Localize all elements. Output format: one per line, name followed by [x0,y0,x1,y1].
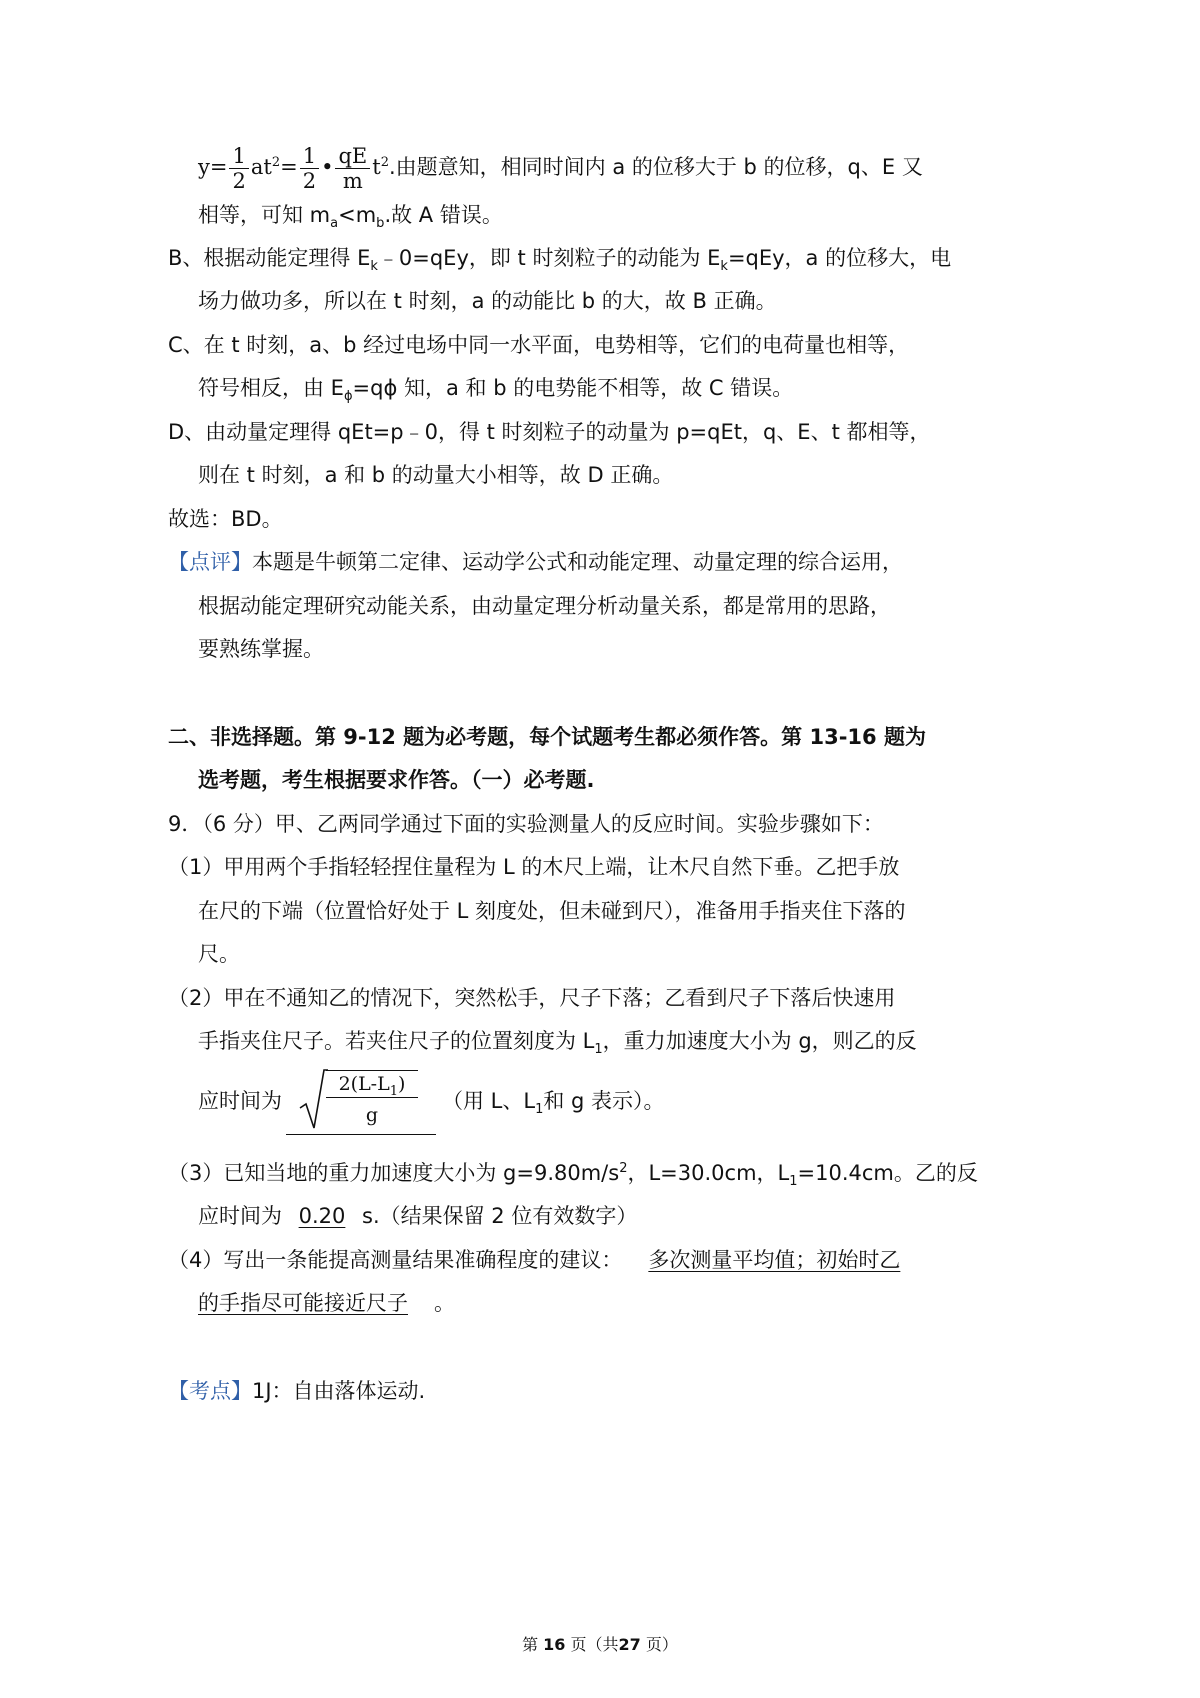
section-heading-line-1 [168,722,926,752]
subscript: a [330,216,339,232]
review-line-3 [198,634,324,664]
text: 1J：自由落体运动. [252,1379,426,1403]
page-number: 16 [543,1635,566,1654]
text: C、在 t 时刻，a、b 经过电场中同一水平面，电势相等，它们的电荷量也相等， [168,333,910,357]
text: （4）写出一条能提高测量结果准确程度的建议： [168,1248,623,1272]
text: 应时间为 [198,1089,282,1113]
answer-3-value: 0.20 [298,1204,346,1228]
text: ，重力加速度大小为 g，则乙的反 [602,1029,917,1053]
text: 则在 t 时刻，a 和 b 的动量大小相等，故 D 正确。 [198,463,674,487]
q9-part2-line-3 [198,1086,282,1116]
section-heading-line-2 [198,765,594,795]
subscript: 1 [594,1042,603,1058]
q9-part1-line-1 [168,852,899,882]
frac-num: qE [335,144,370,169]
text: =qEy，a 的位移大，电 [727,246,952,270]
q9-part2-line-3b [442,1086,665,1116]
frac-den: 2 [232,168,246,193]
text: 场力做功多，所以在 t 时刻，a 的动能比 b 的大，故 B 正确。 [198,289,777,313]
text: D、由动量定理得 qEt=p﹣0，得 t 时刻粒子的动量为 p=qEt，q、E、t 都相等， [168,420,931,444]
q9-part4-line-1 [168,1245,900,1275]
text: =10.4cm。乙的反 [797,1161,978,1185]
subscript: ϕ [343,389,353,405]
text: .故 A 错误。 [384,203,503,227]
text: 和 g 表示）。 [543,1089,665,1113]
eq-at: at [250,155,272,179]
q9-part4-line-2 [198,1288,455,1318]
review-tag: 【点评】 [168,550,252,574]
text: 选考题，考生根据要求作答。（一）必考题. [198,768,595,792]
q9-part1-line-2 [198,896,906,926]
text: 9．（6 分）甲、乙两同学通过下面的实验测量人的反应时间。实验步骤如下： [168,812,884,836]
line-text: .由题意知，相同时间内 a 的位移大于 b 的位移，q、E 又 [388,155,923,179]
option-b-line-1 [168,243,951,273]
kaodian-tag: 【考点】 [168,1379,252,1403]
option-d-line-1 [168,417,931,447]
text: （用 L、L [442,1089,536,1113]
final-choice [168,504,283,534]
answer-4-part-1: 多次测量平均值；初始时乙 [648,1248,901,1272]
total-pages: 27 [618,1635,641,1654]
text: ) [398,1073,406,1095]
text: 相等，可知 m [198,203,331,227]
text: 页） [645,1635,678,1654]
q9-part2-line-2 [198,1026,917,1056]
sqrt-numerator [326,1070,418,1098]
text: 本题是牛顿第二定律、运动学公式和动能定理、动量定理的综合运用， [252,550,903,574]
frac-den: m [342,168,363,193]
text: 手指夹住尺子。若夹住尺子的位置刻度为 L [198,1029,595,1053]
sqrt-icon [298,1068,328,1132]
superscript: 2 [619,1161,628,1176]
fraction-qe-m [335,144,370,193]
text: 二、非选择题。第 9-12 题为必考题，每个试题考生都必须作答。第 13-16 题为 [168,725,926,749]
text: （1）甲用两个手指轻轻捏住量程为 L 的木尺上端，让木尺自然下垂。乙把手放 [168,855,900,879]
text: 要熟练掌握。 [198,637,324,661]
frac-num: 1 [229,144,248,169]
text: 。 [434,1291,455,1315]
answer-sqrt-blank [286,1068,436,1140]
q9-part2-line-1 [168,983,895,1013]
subscript: b [376,216,385,232]
exp: 2 [380,155,389,170]
q9-part1-line-3 [198,939,240,969]
subscript: 1 [389,1083,398,1099]
subscript: 1 [789,1174,798,1190]
subscript: k [370,259,378,275]
text: 第 [522,1635,539,1654]
text: 尺。 [198,942,240,966]
text: ，L=30.0cm，L [627,1161,790,1185]
kaodian-line [168,1376,425,1406]
text: <m [338,203,377,227]
eq-t: t [372,155,381,179]
text: 应时间为 [198,1204,282,1228]
eq-equals: = [280,155,298,179]
text: =qϕ 知，a 和 b 的电势能不相等，故 C 错误。 [352,376,794,400]
subscript: 1 [535,1102,544,1118]
page-footer [0,1632,1200,1655]
answer-underline [286,1134,436,1135]
text: 2(L-L [338,1073,390,1095]
eq-dot: • [321,155,334,179]
q9-part3-line-1 [168,1158,978,1188]
subscript: k [720,259,728,275]
formula-line [198,142,923,192]
frac-num: 1 [300,144,319,169]
review-line-2 [198,591,891,621]
sqrt-denominator: g [365,1104,379,1126]
text: （3）已知当地的重力加速度大小为 g=9.80m/s [168,1161,620,1185]
review-line-1 [168,547,903,577]
option-b-line-2 [198,286,777,316]
eq-prefix: y= [198,155,228,179]
option-c-line-1 [168,330,909,360]
fraction-half-2 [300,144,319,193]
text: s.（结果保留 2 位有效数字） [362,1204,638,1228]
answer-4-part-2: 的手指尽可能接近尺子 [198,1291,408,1315]
exp: 2 [271,155,281,170]
text-line [198,200,503,230]
frac-den: 2 [302,168,317,193]
text: 根据动能定理研究动能关系，由动量定理分析动量关系，都是常用的思路， [198,594,891,618]
option-d-line-2 [198,460,673,490]
text: 在尺的下端（位置恰好处于 L 刻度处，但未碰到尺），准备用手指夹住下落的 [198,899,906,923]
text: B、根据动能定理得 E [168,246,371,270]
text: （2）甲在不通知乙的情况下，突然松手，尺子下落；乙看到尺子下落后快速用 [168,986,896,1010]
text: ﹣0=qEy，即 t 时刻粒子的动能为 E [377,246,721,270]
text: 符号相反，由 E [198,376,344,400]
text: 页（共 [570,1635,619,1654]
option-c-line-2 [198,373,793,403]
text: 故选：BD。 [168,507,283,531]
question-9-stem [168,809,884,839]
fraction-half-1 [229,144,248,193]
q9-part3-line-2 [198,1201,637,1231]
